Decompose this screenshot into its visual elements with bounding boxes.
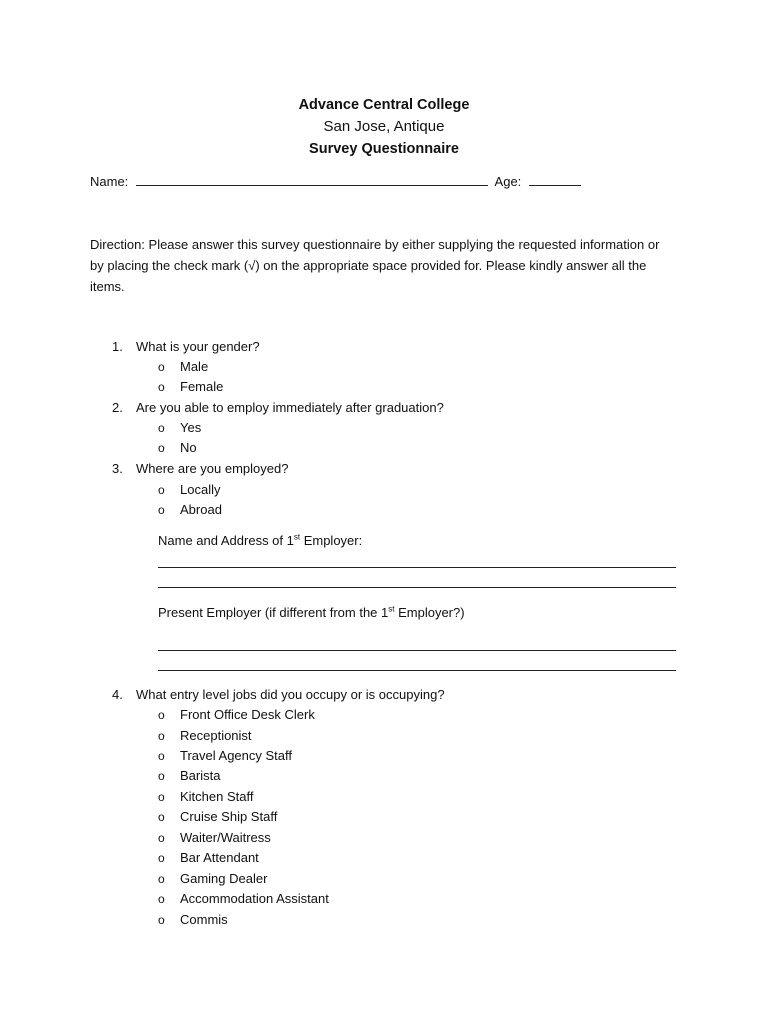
option-commis[interactable]: [158, 913, 228, 928]
bullet-icon: o: [158, 441, 165, 455]
question-text: Are you able to employ immediately after graduation?: [136, 400, 444, 415]
ordinal-suffix: st: [388, 604, 395, 614]
question-number: 2.: [112, 400, 123, 415]
option-waiter-waitress[interactable]: [158, 831, 271, 846]
question-3: [112, 462, 288, 477]
option-barista[interactable]: [158, 769, 220, 784]
ordinal-suffix: st: [293, 532, 301, 542]
option-label: Yes: [180, 420, 202, 435]
option-label: Cruise Ship Staff: [180, 809, 278, 824]
question-2: [112, 401, 444, 416]
option-yes[interactable]: [158, 421, 201, 436]
age-field[interactable]: [529, 174, 581, 186]
option-front-office-desk-clerk[interactable]: [158, 708, 315, 723]
option-locally[interactable]: [158, 483, 220, 498]
bullet-icon: o: [158, 769, 165, 783]
name-field[interactable]: [136, 174, 488, 186]
option-label: Male: [180, 359, 209, 374]
question-1: [112, 340, 260, 355]
bullet-icon: o: [158, 872, 165, 886]
first-employer-line-1[interactable]: [158, 567, 676, 568]
option-label: Gaming Dealer: [180, 871, 268, 886]
direction-text: Direction: Please answer this survey questionnaire by either supplying the requested information or by placing the check mark (√) on the appropriate space provided for. Please kindly answer all the items.: [90, 237, 660, 294]
question-text: Where are you employed?: [136, 461, 289, 476]
bullet-icon: o: [158, 729, 165, 743]
option-label: Barista: [180, 768, 221, 783]
college-location: San Jose, Antique: [323, 118, 445, 135]
name-age-row: [90, 174, 581, 190]
option-label: No: [180, 440, 197, 455]
option-gaming-dealer[interactable]: [158, 872, 267, 887]
bullet-icon: o: [158, 892, 165, 906]
option-travel-agency-staff[interactable]: [158, 749, 292, 764]
option-bar-attendant[interactable]: [158, 851, 259, 866]
bullet-icon: o: [158, 810, 165, 824]
bullet-icon: o: [158, 913, 165, 927]
question-4: [112, 688, 445, 703]
age-label: Age:: [494, 174, 522, 189]
bullet-icon: o: [158, 851, 165, 865]
label-text: Employer?): [394, 605, 465, 620]
present-employer-line-2[interactable]: [158, 670, 676, 671]
option-abroad[interactable]: [158, 503, 222, 518]
question-number: 1.: [112, 339, 123, 354]
option-label: Commis: [180, 912, 228, 927]
question-number: 4.: [112, 687, 123, 702]
label-text: Present Employer (if different from the 1: [158, 605, 389, 620]
bullet-icon: o: [158, 483, 165, 497]
bullet-icon: o: [158, 790, 165, 804]
option-label: Travel Agency Staff: [180, 748, 293, 763]
option-label: Locally: [180, 482, 221, 497]
option-accommodation-assistant[interactable]: [158, 892, 329, 907]
first-employer-line-2[interactable]: [158, 587, 676, 588]
option-label: Accommodation Assistant: [180, 891, 329, 906]
label-text: Employer:: [300, 533, 363, 548]
present-employer-label: [158, 606, 465, 621]
first-employer-label: [158, 534, 362, 549]
name-label: Name:: [90, 174, 129, 189]
document-title: Survey Questionnaire: [309, 141, 459, 157]
option-cruise-ship-staff[interactable]: [158, 810, 277, 825]
bullet-icon: o: [158, 831, 165, 845]
option-label: Female: [180, 379, 224, 394]
present-employer-line-1[interactable]: [158, 650, 676, 651]
bullet-icon: o: [158, 360, 165, 374]
bullet-icon: o: [158, 503, 165, 517]
question-text: What entry level jobs did you occupy or is occupying?: [136, 687, 445, 702]
option-label: Bar Attendant: [180, 850, 259, 865]
bullet-icon: o: [158, 749, 165, 763]
question-number: 3.: [112, 461, 123, 476]
option-kitchen-staff[interactable]: [158, 790, 253, 805]
option-receptionist[interactable]: [158, 729, 252, 744]
bullet-icon: o: [158, 421, 165, 435]
bullet-icon: o: [158, 708, 165, 722]
label-text: Name and Address of 1: [158, 533, 294, 548]
option-female[interactable]: [158, 380, 223, 395]
option-label: Abroad: [180, 502, 222, 517]
option-label: Waiter/Waitress: [180, 830, 271, 845]
option-label: Receptionist: [180, 728, 252, 743]
college-name: Advance Central College: [298, 97, 470, 113]
option-no[interactable]: [158, 441, 197, 456]
option-label: Front Office Desk Clerk: [180, 707, 315, 722]
question-text: What is your gender?: [136, 339, 260, 354]
option-label: Kitchen Staff: [180, 789, 254, 804]
option-male[interactable]: [158, 360, 208, 375]
document-header: [0, 94, 768, 160]
bullet-icon: o: [158, 380, 165, 394]
